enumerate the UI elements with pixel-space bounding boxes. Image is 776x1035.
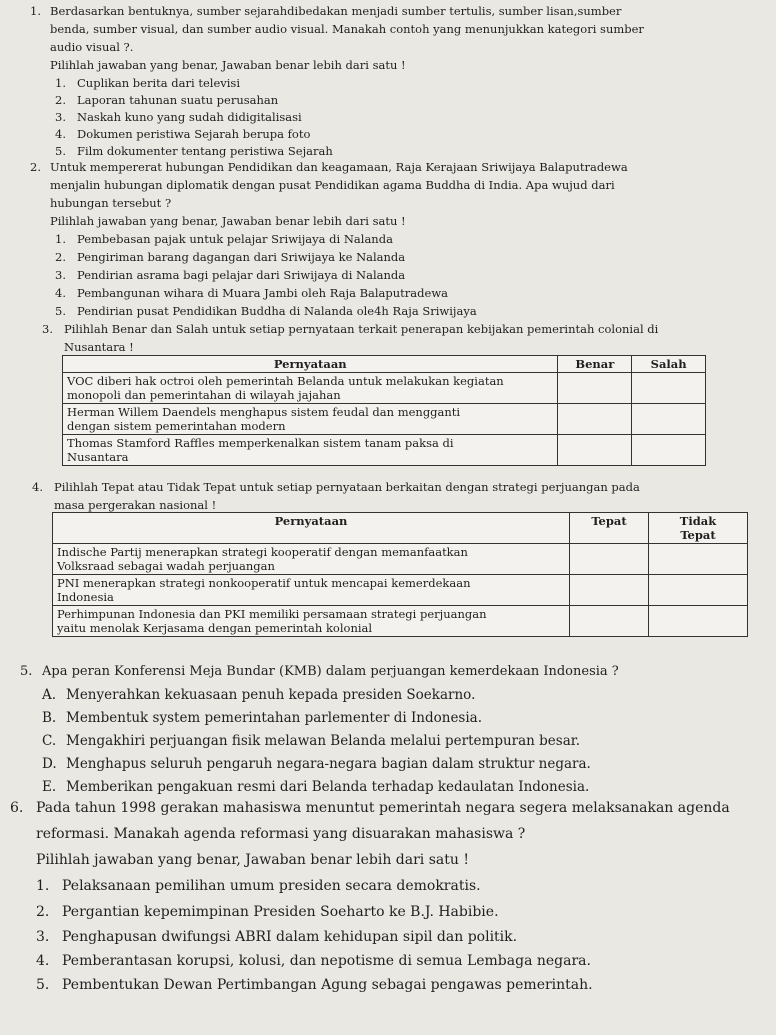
option-text: Naskah kuno yang sudah didigitalisasi (77, 110, 302, 124)
option-text: Membentuk system pemerintahan parlementer di Indonesia. (66, 710, 483, 726)
statement-line: monopoli dan pemerintahan di wilayah jajahan (67, 388, 341, 402)
column-header: Pernyataan (53, 513, 570, 544)
option-text: Pembentukan Dewan Pertimbangan Agung sebagai pengawas pemerintah. (62, 977, 593, 993)
statement-cell (63, 373, 558, 404)
option-text: Pengiriman barang dagangan dari Sriwijaya ke Nalanda (77, 250, 406, 264)
option-number: 1. (55, 232, 66, 246)
answer-cell-salah[interactable] (632, 404, 706, 435)
option-text: Menghapus seluruh pengaruh negara-negara bagian dalam struktur negara. (66, 756, 591, 772)
option-text: Dokumen peristiwa Sejarah berupa foto (77, 127, 311, 141)
table-row (53, 544, 748, 575)
question-stem: Apa peran Konferensi Meja Bundar (KMB) dalam perjuangan kemerdekaan Indonesia ? (42, 664, 619, 679)
statement-line: Nusantara (67, 450, 129, 464)
option-text: Penghapusan dwifungsi ABRI dalam kehidupan sipil dan politik. (62, 929, 518, 945)
question-stem-line: Untuk mempererat hubungan Pendidikan dan keagamaan, Raja Kerajaan Sriwijaya Balaputradewa (50, 160, 628, 174)
column-header: Benar (558, 356, 632, 373)
option-text: Pembebasan pajak untuk pelajar Sriwijaya di Nalanda (77, 232, 393, 246)
question-stem-line: menjalin hubungan diplomatik dengan pusat Pendidikan agama Buddha di India. Apa wujud dari (50, 178, 615, 192)
answer-cell-tepat[interactable] (570, 544, 649, 575)
question-number: 5. (20, 664, 33, 679)
question-stem-line: Pilihlah Benar dan Salah untuk setiap pernyataan terkait penerapan kebijakan pemerintah colonial di (64, 322, 659, 336)
option-number: 5. (55, 144, 66, 158)
question-number: 1. (30, 4, 41, 18)
statement-line: Indische Partij menerapkan strategi kooperatif dengan memanfaatkan (57, 545, 468, 559)
table-row (63, 404, 706, 435)
option-text: Pendirian pusat Pendidikan Buddha di Nalanda ole4h Raja Sriwijaya (77, 304, 477, 318)
instruction-text: Pilihlah jawaban yang benar, Jawaban benar lebih dari satu ! (36, 852, 469, 868)
right-wrong-table (52, 512, 748, 637)
statement-line: VOC diberi hak octroi oleh pemerintah Belanda untuk melakukan kegiatan (67, 374, 504, 388)
option-text: Menyerahkan kekuasaan penuh kepada presiden Soekarno. (66, 687, 476, 703)
option-letter: D. (42, 756, 57, 772)
answer-cell-tepat[interactable] (570, 575, 649, 606)
question-stem-line: hubungan tersebut ? (50, 196, 172, 210)
answer-cell-tidak-tepat[interactable] (649, 606, 748, 637)
option-number: 1. (55, 76, 66, 90)
question-stem-line: audio visual ?. (50, 40, 134, 54)
statement-line: dengan sistem pemerintahan modern (67, 419, 286, 433)
answer-cell-salah[interactable] (632, 373, 706, 404)
question-stem-line: Pada tahun 1998 gerakan mahasiswa menuntut pemerintah negara segera melaksanakan agenda (36, 800, 730, 816)
header-line: Tidak (679, 514, 717, 528)
answer-cell-benar[interactable] (558, 404, 632, 435)
instruction-text: Pilihlah jawaban yang benar, Jawaban benar lebih dari satu ! (50, 214, 406, 228)
question-number: 6. (10, 800, 24, 816)
answer-cell-tidak-tepat[interactable] (649, 575, 748, 606)
answer-cell-salah[interactable] (632, 435, 706, 466)
statement-cell (53, 575, 570, 606)
option-text: Memberikan pengakuan resmi dari Belanda terhadap kedaulatan Indonesia. (66, 779, 590, 795)
question-stem-line: Pilihlah Tepat atau Tidak Tepat untuk setiap pernyataan berkaitan dengan strategi perjuangan pada (54, 480, 640, 494)
option-number: 3. (55, 110, 66, 124)
column-header: Pernyataan (63, 356, 558, 373)
answer-cell-tidak-tepat[interactable] (649, 544, 748, 575)
option-text: Pembangunan wihara di Muara Jambi oleh Raja Balaputradewa (77, 286, 449, 300)
question-number: 4. (32, 480, 43, 494)
option-text: Pendirian asrama bagi pelajar dari Sriwijaya di Nalanda (77, 268, 406, 282)
option-number: 3. (36, 929, 50, 945)
table-row (63, 373, 706, 404)
option-letter: C. (42, 733, 57, 749)
option-number: 4. (36, 953, 50, 969)
answer-cell-benar[interactable] (558, 435, 632, 466)
statement-line: Perhimpunan Indonesia dan PKI memiliki persamaan strategi perjuangan (57, 607, 487, 621)
question-stem-line: reformasi. Manakah agenda reformasi yang disuarakan mahasiswa ? (36, 826, 526, 842)
column-header: Salah (632, 356, 706, 373)
option-number: 3. (55, 268, 66, 282)
option-text: Film dokumenter tentang peristiwa Sejarah (77, 144, 333, 158)
option-text: Laporan tahunan suatu perusahan (77, 93, 279, 107)
statement-line: PNI menerapkan strategi nonkooperatif untuk mencapai kemerdekaan (57, 576, 471, 590)
table-row (53, 606, 748, 637)
option-text: Cuplikan berita dari televisi (77, 76, 240, 90)
question-stem-line: Berdasarkan bentuknya, sumber sejarahdibedakan menjadi sumber tertulis, sumber lisan,sumber (50, 4, 622, 18)
table-row (53, 575, 748, 606)
option-number: 2. (55, 250, 66, 264)
statement-cell (63, 435, 558, 466)
statement-line: Thomas Stamford Raffles memperkenalkan sistem tanam paksa di (67, 436, 454, 450)
option-number: 4. (55, 127, 66, 141)
statement-line: yaitu menolak Kerjasama dengan pemerintah kolonial (57, 621, 373, 635)
option-text: Pergantian kepemimpinan Presiden Soeharto ke B.J. Habibie. (62, 904, 499, 920)
table-row (63, 435, 706, 466)
option-number: 1. (36, 878, 50, 894)
answer-cell-tepat[interactable] (570, 606, 649, 637)
column-header: Tepat (570, 513, 649, 544)
option-letter: A. (42, 687, 57, 703)
column-header (649, 513, 748, 544)
question-stem-line: masa pergerakan nasional ! (54, 498, 217, 512)
question-stem-line: benda, sumber visual, dan sumber audio visual. Manakah contoh yang menunjukkan kategori sumber (50, 22, 644, 36)
statement-line: Indonesia (57, 590, 114, 604)
option-number: 5. (55, 304, 66, 318)
question-stem-line: Nusantara ! (64, 340, 134, 354)
true-false-table (62, 355, 706, 466)
option-text: Pelaksanaan pemilihan umum presiden secara demokratis. (62, 878, 481, 894)
question-number: 3. (42, 322, 53, 336)
option-letter: B. (42, 710, 57, 726)
option-number: 2. (55, 93, 66, 107)
option-letter: E. (42, 779, 57, 795)
option-text: Pemberantasan korupsi, kolusi, dan nepotisme di semua Lembaga negara. (62, 953, 591, 969)
option-number: 5. (36, 977, 50, 993)
statement-cell (63, 404, 558, 435)
option-number: 2. (36, 904, 50, 920)
header-line: Tepat (680, 528, 716, 542)
option-number: 4. (55, 286, 66, 300)
statement-cell (53, 544, 570, 575)
question-number: 2. (30, 160, 41, 174)
option-text: Mengakhiri perjuangan fisik melawan Belanda melalui pertempuran besar. (66, 733, 581, 749)
statement-line: Volksraad sebagai wadah perjuangan (57, 559, 275, 573)
instruction-text: Pilihlah jawaban yang benar, Jawaban benar lebih dari satu ! (50, 58, 406, 72)
answer-cell-benar[interactable] (558, 373, 632, 404)
statement-cell (53, 606, 570, 637)
statement-line: Herman Willem Daendels menghapus sistem feudal dan mengganti (67, 405, 461, 419)
